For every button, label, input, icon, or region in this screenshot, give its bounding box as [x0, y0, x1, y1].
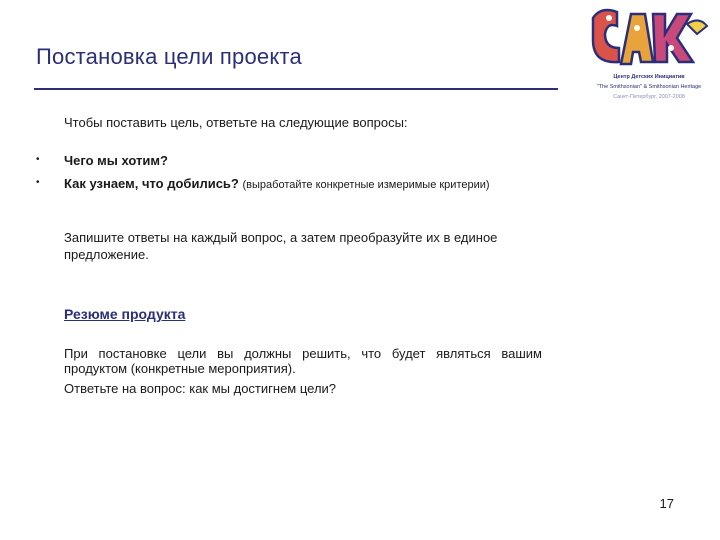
logo-caption-location: Санкт-Петербург, 2007-2008 — [613, 94, 685, 100]
bullet-icon: • — [36, 177, 40, 188]
section-heading: Резюме продукта — [64, 306, 186, 322]
bullet-icon: • — [36, 154, 40, 165]
question-note: (выработайте конкретные измеримые критерии) — [242, 179, 490, 191]
list-item — [36, 152, 542, 169]
question-text: Чего мы хотим? — [64, 153, 168, 168]
logo-caption-organization: Центр Детских Инициатив — [613, 74, 685, 80]
question-text: Как узнаем, что добились? — [64, 176, 239, 191]
question-paragraph: Ответьте на вопрос: как мы достигнем цели? — [64, 381, 337, 396]
instruction-text: Запишите ответы на каждый вопрос, а затем преобразуйте их в единое предложение. — [64, 230, 498, 262]
page-title: Постановка цели проекта — [36, 44, 302, 69]
title-divider — [34, 88, 558, 90]
graffiti-logo-icon — [587, 4, 711, 70]
logo-caption-partners: "The Smithsonian" & Smithsonian Heritage — [596, 84, 702, 90]
organization-logo — [583, 4, 715, 112]
list-item — [36, 175, 542, 194]
question-list — [36, 152, 542, 200]
intro-text: Чтобы поставить цель, ответьте на следующие вопросы: — [64, 115, 408, 130]
product-paragraph: При постановке цели вы должны решить, что будет являться вашим продуктом (конкретные мероприятия). — [64, 346, 542, 376]
page-number: 17 — [659, 496, 674, 511]
